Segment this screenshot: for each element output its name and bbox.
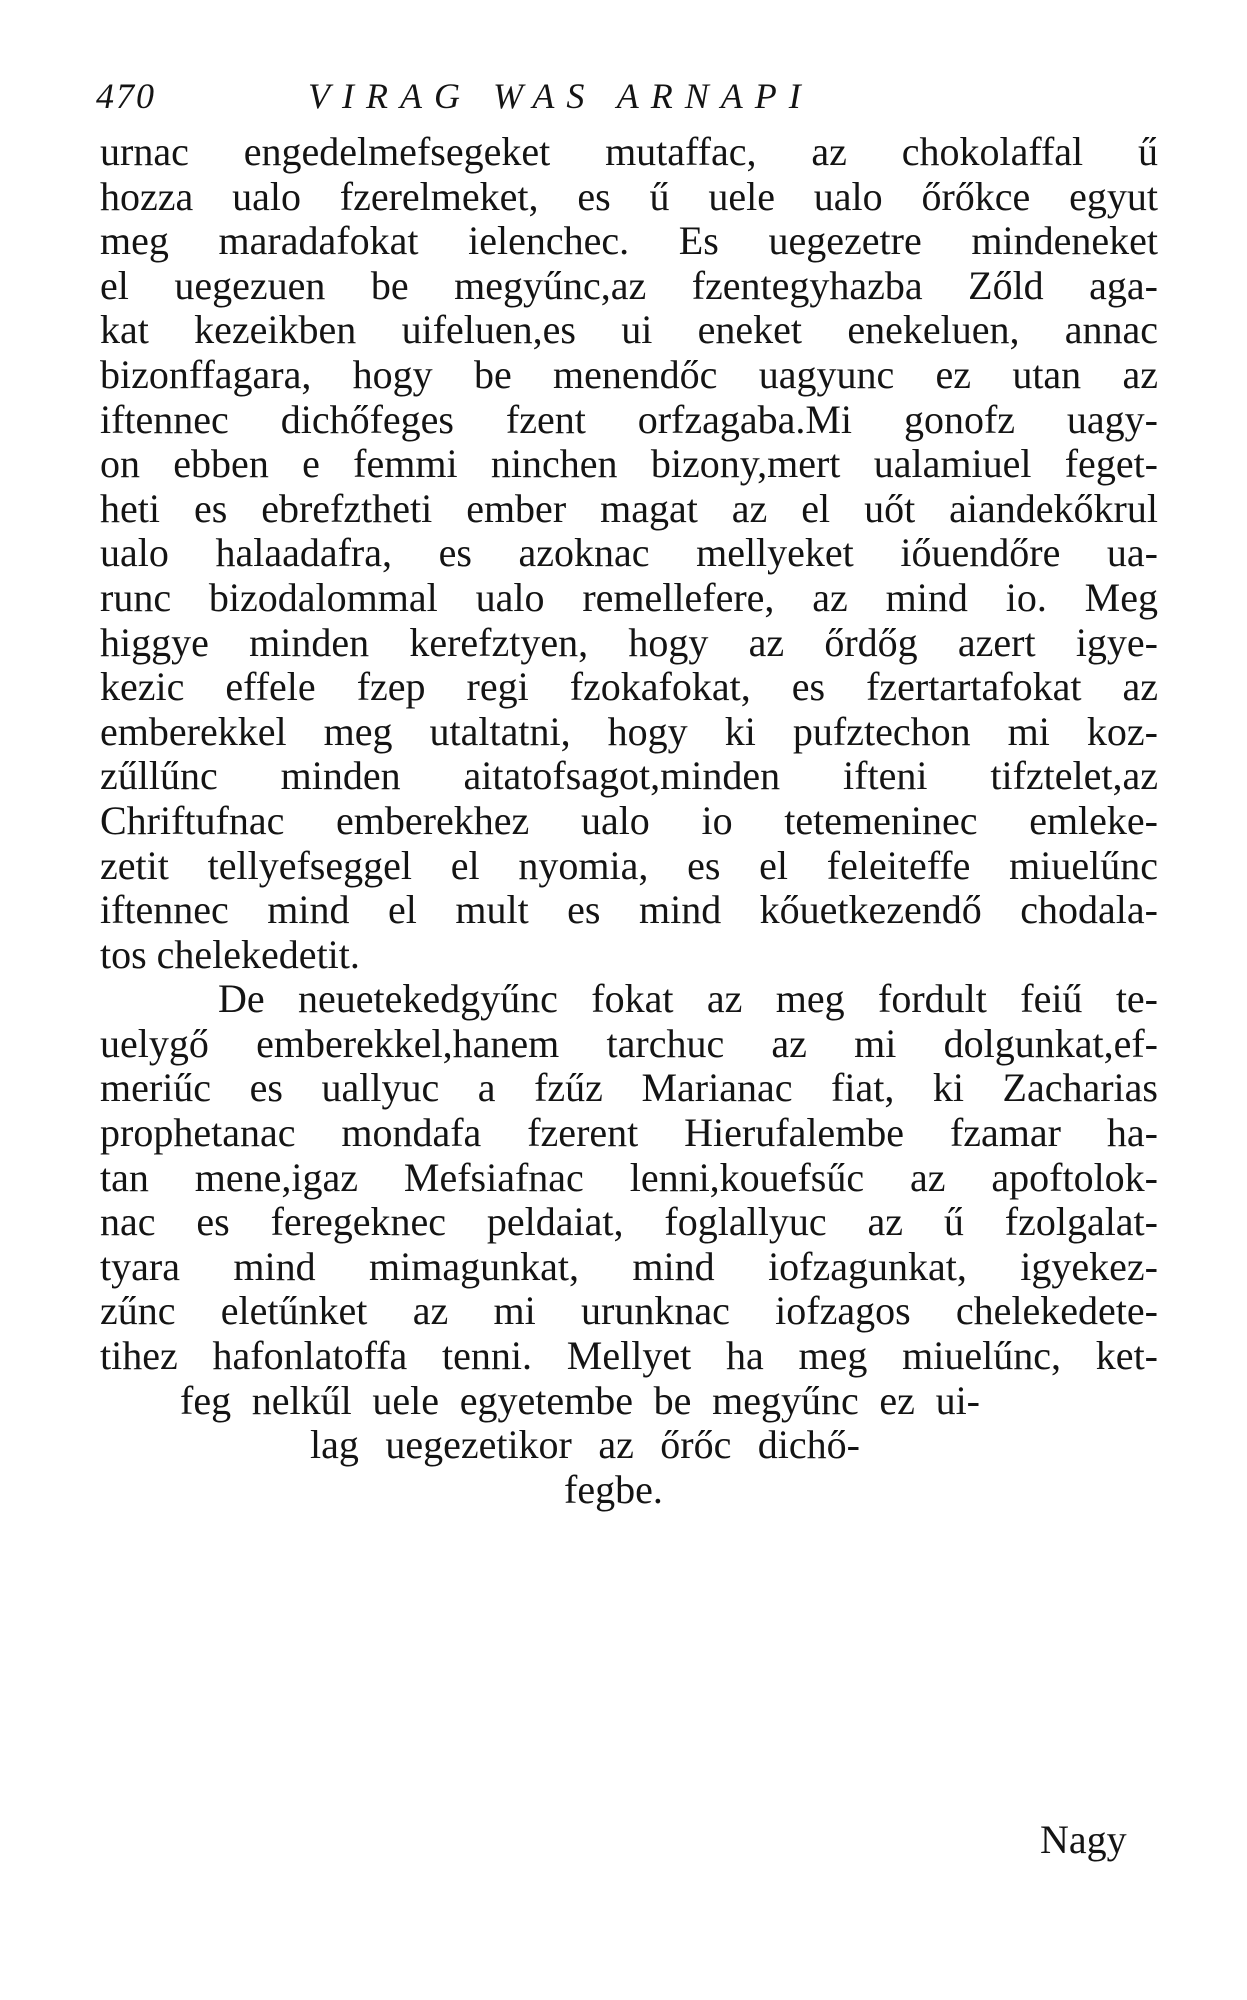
text-line: heti es ebrefztheti ember magat az el uőt aiandekőkrul <box>100 486 1158 531</box>
text-line: on ebben e femmi ninchen bizony,mert ualamiuel feget- <box>100 442 1158 487</box>
page-number: 470 <box>96 76 156 116</box>
body-text <box>100 130 1158 1512</box>
tailpiece-line: fegbe. <box>564 1467 663 1512</box>
text-line: higgye minden kerefztyen, hogy az őrdőg azert igye- <box>100 620 1158 665</box>
text-line: meg maradafokat ielenchec. Es uegezetre mindeneket <box>100 219 1158 264</box>
text-line: hozza ualo fzerelmeket, es ű uele ualo őrőkce egyut <box>100 174 1158 219</box>
text-line: kezic effele fzep regi fzokafokat, es fzertartafokat az <box>100 665 1158 710</box>
catchword: Nagy <box>1040 1817 1127 1862</box>
paragraph-start-line: De neuetekedgyűnc fokat az meg fordult feiű te- <box>218 977 1158 1022</box>
text-line: tihez hafonlatoffa tenni. Mellyet ha meg miuelűnc, ket- <box>100 1334 1158 1379</box>
page-header <box>96 76 916 116</box>
paragraph-end-line: tos chelekedetit. <box>100 932 360 977</box>
text-line: bizonffagara, hogy be menendőc uagyunc ez utan az <box>100 352 1158 397</box>
text-line: el uegezuen be megyűnc,az fzentegyhazba Zőld aga- <box>100 263 1158 308</box>
text-line: ualo halaadafra, es azoknac mellyeket iőuendőre ua- <box>100 531 1158 576</box>
text-line: zűnc eletűnket az mi urunknac iofzagos chelekedete- <box>100 1289 1158 1334</box>
text-line: iftennec dichőfeges fzent orfzagaba.Mi gonofz uagy- <box>100 397 1158 442</box>
tailpiece-line: feg nelkűl uele egyetembe be megyűnc ez ui- <box>180 1378 980 1423</box>
text-line: kat kezeikben uifeluen,es ui eneket enekeluen, annac <box>100 308 1158 353</box>
text-line: emberekkel meg utaltatni, hogy ki pufztechon mi koz- <box>100 709 1158 754</box>
text-line: iftennec mind el mult es mind kőuetkezendő chodala- <box>100 888 1158 933</box>
running-title: VIRAG WAS ARNAPI <box>308 76 813 116</box>
text-line: Chriftufnac emberekhez ualo io tetemeninec emleke- <box>100 798 1158 843</box>
text-line: nac es feregeknec peldaiat, foglallyuc az ű fzolgalat- <box>100 1200 1158 1245</box>
text-line: prophetanac mondafa fzerent Hierufalembe fzamar ha- <box>100 1111 1158 1156</box>
text-line: runc bizodalommal ualo remellefere, az mind io. Meg <box>100 575 1158 620</box>
text-line: urnac engedelmefsegeket mutaffac, az chokolaffal ű <box>100 130 1158 174</box>
text-line: tyara mind mimagunkat, mind iofzagunkat, igyekez- <box>100 1244 1158 1289</box>
text-line: zűllűnc minden aitatofsagot,minden ifteni tifztelet,az <box>100 754 1158 799</box>
text-line: zetit tellyefseggel el nyomia, es el feleiteffe miuelűnc <box>100 843 1158 888</box>
text-line: tan mene,igaz Mefsiafnac lenni,kouefsűc az apoftolok- <box>100 1155 1158 1200</box>
text-line: meriűc es uallyuc a fzűz Marianac fiat, ki Zacharias <box>100 1066 1158 1111</box>
tailpiece-line: lag uegezetikor az őrőc dichő- <box>310 1423 860 1468</box>
text-line: uelygő emberekkel,hanem tarchuc az mi dolgunkat,ef- <box>100 1021 1158 1066</box>
